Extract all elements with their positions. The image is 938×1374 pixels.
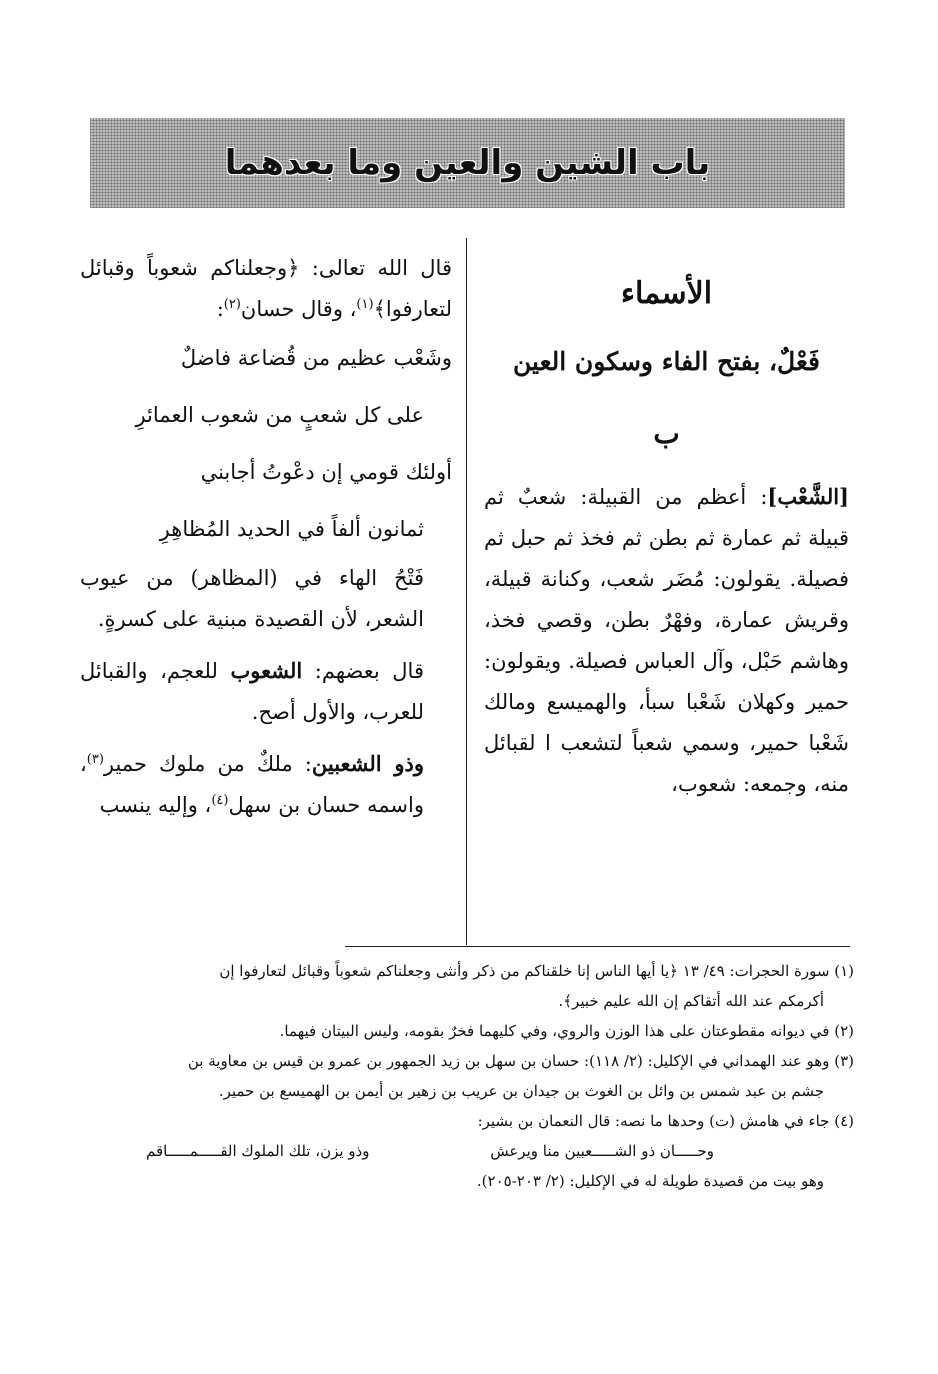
entry-text: : أعظم من القبيلة: شعبٌ ثم قبيلة ثم عمارة ثم بطن ثم فخذ ثم حبل ثم فصيلة. يقولون: مُضَر شعب، وكنانة قبيلة، وقريش عمارة، وفهْرٌ بطن، وقصي فخذ، وهاشم حَبْل، وآل العباس فصيلة. ويقولون: حمير وكهلان شَعْبا سبأ، والهميسع ومالك شَعْبا حمير، وسمي شعباً لتشعب ا لقبائل منه، وجمعه: شعوب، [484,485,849,796]
footnote-ref-3: (٣) [86,752,104,767]
quote-text-3: : [216,297,224,321]
opinion-text-1: قال بعضهم: [302,659,424,683]
footnote-4-verse-first-hemistich: وحـــــان ذو الشـــــعبين منا ويرعش [490,1142,714,1160]
footnote-4-line-1: (٤) جاء في هامش (ت) وحدها ما نصه: قال النعمان بن بشير: [477,1112,854,1130]
footnote-ref-2: (٢) [223,297,241,312]
left-column [80,248,452,826]
right-column [484,248,849,805]
footnote-4-line-3: وهو بيت من قصيدة طويلة له في الإكليل: (٢/ ٢٠٣-٢٠٥). [476,1172,824,1190]
dhul-shabayn-text-1: : ملكٌ من ملوك حمير [103,752,312,776]
footnote-ref-1: (١) [356,297,374,312]
section-title: الأسماء [620,276,713,311]
verse-line-4: ثمانون ألفاً في الحديد المُظاهِرِ [159,517,424,541]
footnote-separator [345,946,850,947]
chapter-title: باب الشين والعين وما بعدهما [224,143,711,183]
column-divider [466,238,467,945]
footnotes-block [86,956,854,1196]
footnote-3-line-1: (٣) وهو عند الهمداني في الإكليل: (٢/ ١١٨): حسان بن سهل بن زيد الجمهور بن عمرو بن قيس بن معاوية بن [187,1052,854,1070]
opinion-text-2: للعجم، والقبائل للعرب، والأول أصح. [80,659,424,724]
chapter-banner [90,118,845,208]
quran-quote-paragraph [80,248,452,330]
dhul-shabayn-text-3: ، وإليه ينسب [99,793,212,817]
quote-text-2: ، وقال حسان [240,297,357,321]
opinion-keyword: الشعوب [230,658,303,683]
quote-text: قال الله تعالى: ﴿وجعلناكم شعوباً وقبائل لتعارفوا﴾ [80,256,452,321]
opinion-paragraph [80,650,452,733]
footnote-1-line-1: (١) سورة الحجرات: ٤٩/ ١٣ ﴿يا أيها الناس إنا خلقناكم من ذكر وأنثى وجعلناكم شعوباً وقبائل لتعارفوا إن [219,962,854,980]
footnote-4-verse-second-hemistich: وذو يزن، تلك الملوك القـــــمـــــاقم [146,1142,370,1160]
footnote-1-line-2: أكرمكم عند الله أتقاكم إن الله عليم خبير﴾. [558,992,824,1010]
entry-headword: [الشَّعْب] [767,484,849,509]
verse-line-3: أولئك قومي إن دعْوتُ أجابني [200,460,452,484]
verse-line-2: على كل شعبٍ من شعوب العمائرِ [135,403,424,427]
footnote-3-line-2: جشم بن عبد شمس بن وائل بن الغوث بن جيدان بن عريب بن زهير بن أيمن بن الهميسع بن حمير. [218,1082,824,1100]
footnote-ref-4: (٤) [211,793,229,808]
note-paragraph: فَتْحُ الهاء في (المظاهر) من عيوب الشعر، لأن القصيدة مبنية على كسرةٍ. [80,566,424,631]
footnote-2: (٢) في ديوانه مقطوعتان على هذا الوزن والروي، وفي كليهما فخرٌ بقومه، وليس البيتان فيهما. [279,1022,854,1040]
dhul-shabayn-keyword: وذو الشعبين [311,751,424,776]
verse-line-1: وشَعْب عظيم من قُضاعة فاضلٌ [180,346,452,370]
pattern-subtitle: فَعْلٌ، بفتح الفاء وسكون العين [513,347,820,376]
dhul-shabayn-paragraph [80,743,452,826]
letter-heading: ب [653,417,680,450]
entry-paragraph [484,476,849,805]
dhul-shabayn-text-2: ، واسمه حسان بن سهل [80,752,424,817]
footnote-4-verse [86,1136,854,1166]
